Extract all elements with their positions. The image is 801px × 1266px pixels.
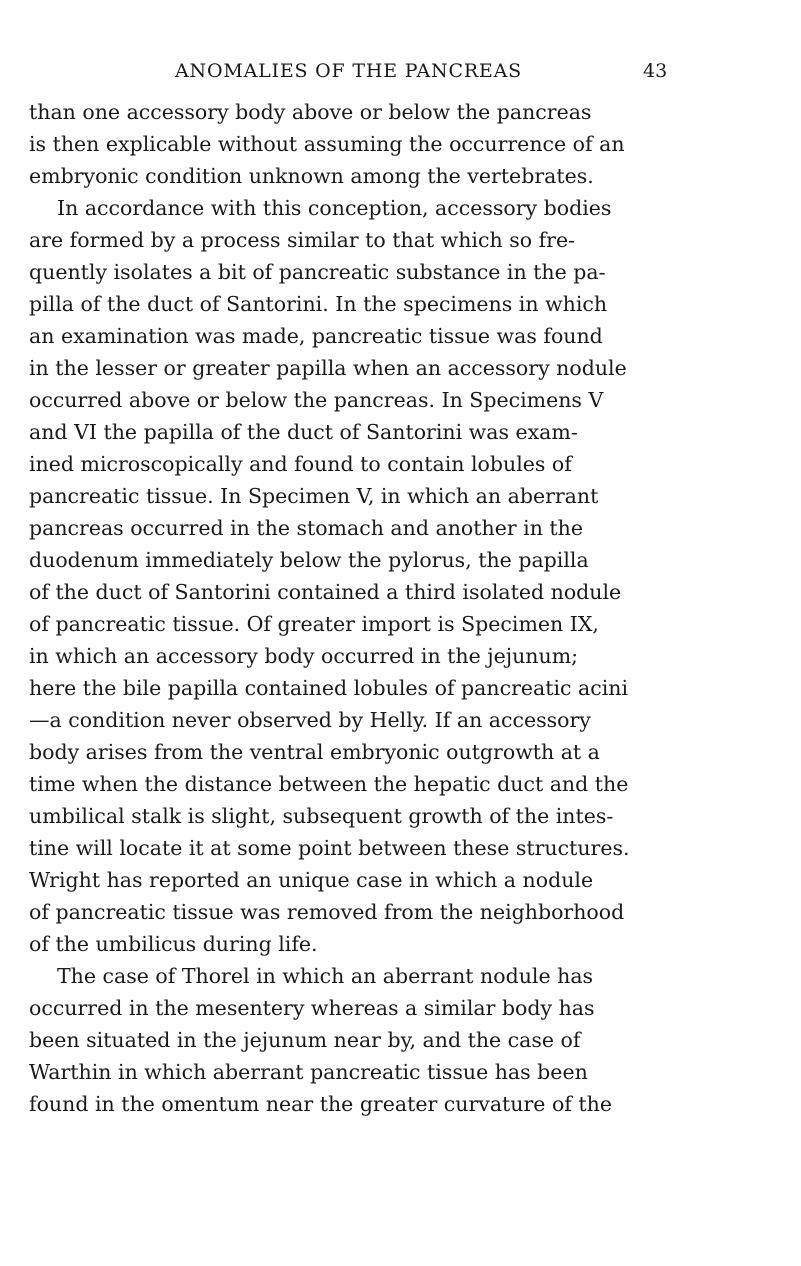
text-line: pancreas occurred in the stomach and another in the: [29, 516, 583, 540]
text-line: occurred above or below the pancreas. In Specimens V: [29, 388, 604, 412]
text-line: an examination was made, pancreatic tissue was found: [29, 324, 603, 348]
text-line: of pancreatic tissue. Of greater import is Specimen IX,: [29, 612, 599, 636]
text-line: Wright has reported an unique case in which a nodule: [29, 868, 594, 892]
text-line: found in the omentum near the greater curvature of the: [29, 1092, 612, 1116]
text-line: occurred in the mesentery whereas a similar body has: [29, 996, 595, 1020]
text-line: duodenum immediately below the pylorus, the papilla: [29, 548, 589, 572]
text-line: pancreatic tissue. In Specimen V, in which an aberrant: [29, 484, 599, 508]
text-line: been situated in the jejunum near by, and the case of: [29, 1028, 581, 1052]
text-line: are formed by a process similar to that which so fre-: [29, 228, 576, 252]
page-number: 43: [643, 60, 668, 82]
text-line: pilla of the duct of Santorini. In the specimens in which: [29, 292, 608, 316]
text-line: The case of Thorel in which an aberrant nodule has: [57, 964, 594, 988]
text-line: quently isolates a bit of pancreatic substance in the pa-: [29, 260, 606, 284]
text-line: —a condition never observed by Helly. If an accessory: [29, 708, 591, 732]
text-line: of the duct of Santorini contained a third isolated nodule: [29, 580, 622, 604]
text-line: of the umbilicus during life.: [29, 932, 318, 956]
text-line: than one accessory body above or below the pancreas: [29, 100, 592, 124]
text-line: here the bile papilla contained lobules of pancreatic acini: [29, 676, 629, 700]
text-line: ined microscopically and found to contain lobules of: [29, 452, 572, 476]
text-line: In accordance with this conception, accessory bodies: [57, 196, 612, 220]
text-line: embryonic condition unknown among the vertebrates.: [29, 164, 594, 188]
text-line: in which an accessory body occurred in the jejunum;: [29, 644, 579, 668]
text-line: is then explicable without assuming the occurrence of an: [29, 132, 625, 156]
text-line: and VI the papilla of the duct of Santorini was exam-: [29, 420, 578, 444]
running-head: ANOMALIES OF THE PANCREAS: [175, 60, 522, 82]
text-line: time when the distance between the hepatic duct and the: [29, 772, 629, 796]
text-line: tine will locate it at some point between these structures.: [29, 836, 630, 860]
text-line: in the lesser or greater papilla when an accessory nodule: [29, 356, 627, 380]
text-line: Warthin in which aberrant pancreatic tissue has been: [29, 1060, 588, 1084]
text-line: body arises from the ventral embryonic outgrowth at a: [29, 740, 600, 764]
text-line: umbilical stalk is slight, subsequent growth of the intes-: [29, 804, 614, 828]
text-line: of pancreatic tissue was removed from the neighborhood: [29, 900, 625, 924]
